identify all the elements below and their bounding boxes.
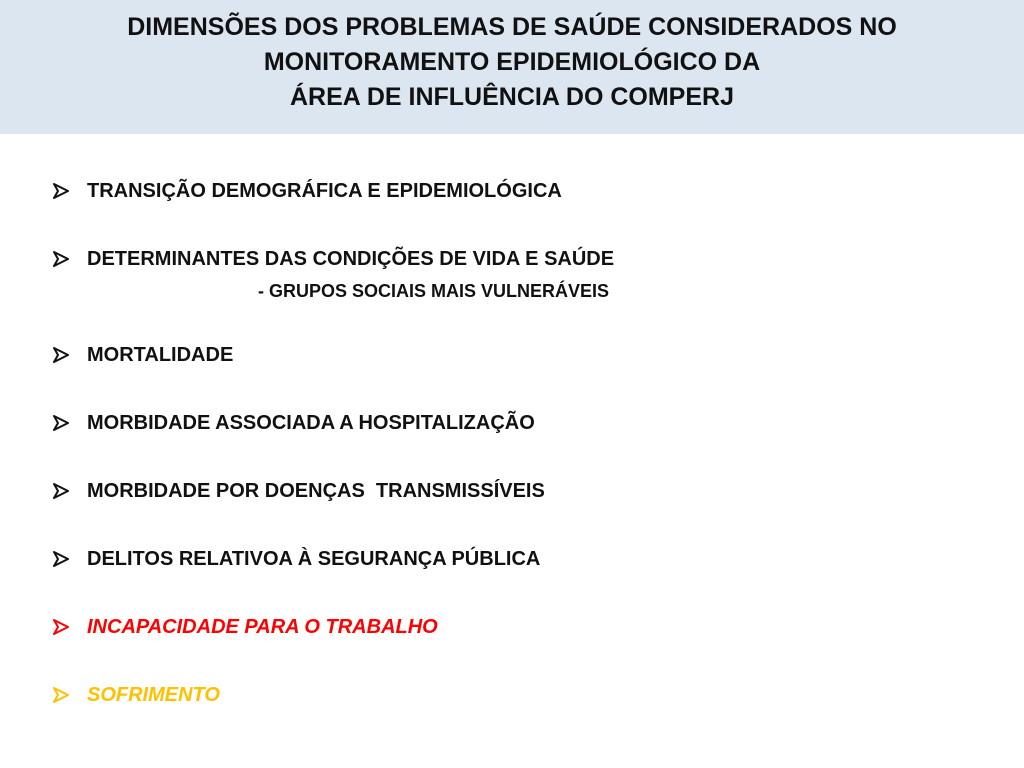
bullet-item-morbidade-doencas <box>52 476 545 506</box>
bullet-label: DELITOS RELATIVOA À SEGURANÇA PÚBLICA <box>87 547 541 570</box>
title-line-3: ÁREA DE INFLUÊNCIA DO COMPERJ <box>289 83 734 111</box>
bullet-item-delitos <box>52 544 540 574</box>
arrow-bullet-icon <box>52 244 78 274</box>
arrow-bullet-icon <box>52 544 78 574</box>
bullet-label: MORTALIDADE <box>87 343 234 366</box>
title-line-2: MONITORAMENTO EPIDEMIOLÓGICO DA <box>263 48 761 76</box>
bullet-label: TRANSIÇÃO DEMOGRÁFICA E EPIDEMIOLÓGICA <box>87 179 562 202</box>
bullet-sub-item: - GRUPOS SOCIAIS MAIS VULNERÁVEIS <box>258 281 610 301</box>
bullet-item-incapacidade <box>52 612 438 642</box>
bullet-label: MORBIDADE ASSOCIADA A HOSPITALIZAÇÃO <box>87 411 535 434</box>
bullet-item-morbidade-hospitalizacao <box>52 408 535 438</box>
bullet-label: MORBIDADE POR DOENÇAS TRANSMISSÍVEIS <box>87 479 545 502</box>
bullet-label: SOFRIMENTO <box>87 683 220 706</box>
bullet-item-mortalidade <box>52 340 233 370</box>
arrow-bullet-icon <box>52 176 78 206</box>
arrow-bullet-icon <box>52 476 78 506</box>
arrow-bullet-icon <box>52 340 78 370</box>
arrow-bullet-icon <box>52 612 78 642</box>
arrow-bullet-icon <box>52 680 78 710</box>
bullet-item-sofrimento <box>52 680 220 710</box>
bullet-item-transicao <box>52 176 562 206</box>
bullet-item-determinantes <box>52 244 614 274</box>
title-line-1: DIMENSÕES DOS PROBLEMAS DE SAÚDE CONSIDERADOS NO <box>127 13 897 41</box>
bullet-label: INCAPACIDADE PARA O TRABALHO <box>87 615 438 638</box>
arrow-bullet-icon <box>52 408 78 438</box>
bullet-list <box>52 0 992 768</box>
bullet-label: DETERMINANTES DAS CONDIÇÕES DE VIDA E SAÚDE <box>87 247 615 270</box>
